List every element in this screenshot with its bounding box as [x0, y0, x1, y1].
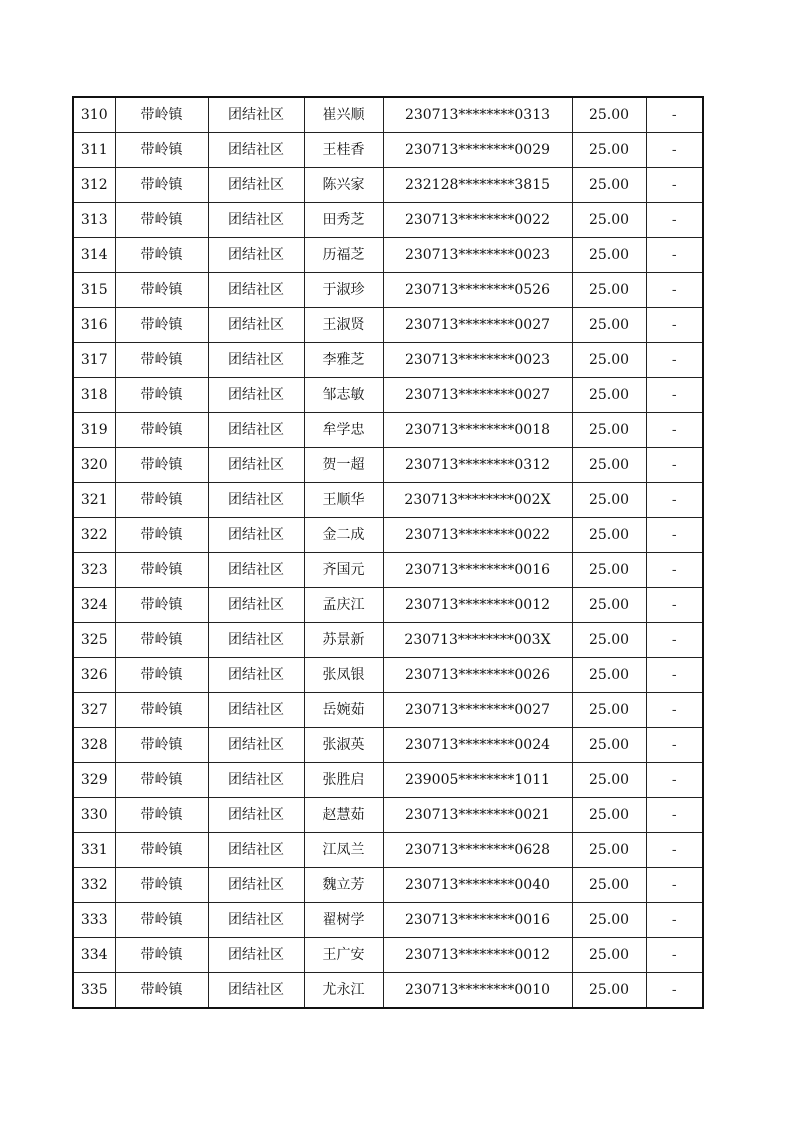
town-cell: 带岭镇 — [115, 448, 208, 483]
town-cell: 带岭镇 — [115, 728, 208, 763]
row-number-cell: 321 — [73, 483, 115, 518]
note-cell: - — [646, 728, 703, 763]
town-cell: 带岭镇 — [115, 133, 208, 168]
id-number-cell: 230713********0023 — [383, 238, 572, 273]
town-cell: 带岭镇 — [115, 973, 208, 1009]
community-cell: 团结社区 — [208, 448, 304, 483]
note-cell: - — [646, 588, 703, 623]
id-number-cell: 230713********0040 — [383, 868, 572, 903]
id-number-cell: 230713********0016 — [383, 553, 572, 588]
row-number-cell: 315 — [73, 273, 115, 308]
row-number-cell: 326 — [73, 658, 115, 693]
amount-cell: 25.00 — [572, 553, 646, 588]
person-name-cell: 崔兴顺 — [304, 97, 383, 133]
note-cell: - — [646, 133, 703, 168]
town-cell: 带岭镇 — [115, 798, 208, 833]
id-number-cell: 230713********0012 — [383, 938, 572, 973]
amount-cell: 25.00 — [572, 97, 646, 133]
community-cell: 团结社区 — [208, 343, 304, 378]
table-row — [73, 308, 703, 343]
row-number-cell: 330 — [73, 798, 115, 833]
community-cell: 团结社区 — [208, 658, 304, 693]
id-number-cell: 230713********0010 — [383, 973, 572, 1009]
row-number-cell: 320 — [73, 448, 115, 483]
id-number-cell: 230713********0018 — [383, 413, 572, 448]
table-row — [73, 238, 703, 273]
id-number-cell: 230713********0016 — [383, 903, 572, 938]
amount-cell: 25.00 — [572, 238, 646, 273]
amount-cell: 25.00 — [572, 343, 646, 378]
note-cell: - — [646, 448, 703, 483]
amount-cell: 25.00 — [572, 273, 646, 308]
community-cell: 团结社区 — [208, 798, 304, 833]
note-cell: - — [646, 693, 703, 728]
town-cell: 带岭镇 — [115, 763, 208, 798]
person-name-cell: 尤永江 — [304, 973, 383, 1009]
town-cell: 带岭镇 — [115, 588, 208, 623]
row-number-cell: 311 — [73, 133, 115, 168]
id-number-cell: 230713********003X — [383, 623, 572, 658]
town-cell: 带岭镇 — [115, 413, 208, 448]
community-cell: 团结社区 — [208, 903, 304, 938]
community-cell: 团结社区 — [208, 308, 304, 343]
note-cell: - — [646, 973, 703, 1009]
amount-cell: 25.00 — [572, 833, 646, 868]
town-cell: 带岭镇 — [115, 833, 208, 868]
amount-cell: 25.00 — [572, 973, 646, 1009]
community-cell: 团结社区 — [208, 238, 304, 273]
id-number-cell: 230713********0027 — [383, 378, 572, 413]
person-name-cell: 历福芝 — [304, 238, 383, 273]
table-row — [73, 973, 703, 1009]
table-row — [73, 413, 703, 448]
town-cell: 带岭镇 — [115, 903, 208, 938]
note-cell: - — [646, 833, 703, 868]
note-cell: - — [646, 203, 703, 238]
row-number-cell: 332 — [73, 868, 115, 903]
person-name-cell: 张胜启 — [304, 763, 383, 798]
table-row — [73, 903, 703, 938]
amount-cell: 25.00 — [572, 413, 646, 448]
person-name-cell: 岳婉茹 — [304, 693, 383, 728]
row-number-cell: 310 — [73, 97, 115, 133]
table-row — [73, 728, 703, 763]
amount-cell: 25.00 — [572, 133, 646, 168]
community-cell: 团结社区 — [208, 553, 304, 588]
table-row — [73, 868, 703, 903]
person-name-cell: 陈兴家 — [304, 168, 383, 203]
community-cell: 团结社区 — [208, 413, 304, 448]
note-cell: - — [646, 378, 703, 413]
town-cell: 带岭镇 — [115, 308, 208, 343]
community-cell: 团结社区 — [208, 693, 304, 728]
community-cell: 团结社区 — [208, 588, 304, 623]
note-cell: - — [646, 798, 703, 833]
row-number-cell: 314 — [73, 238, 115, 273]
person-name-cell: 孟庆江 — [304, 588, 383, 623]
note-cell: - — [646, 308, 703, 343]
person-name-cell: 张淑英 — [304, 728, 383, 763]
town-cell: 带岭镇 — [115, 168, 208, 203]
person-name-cell: 王桂香 — [304, 133, 383, 168]
town-cell: 带岭镇 — [115, 238, 208, 273]
roster-body — [73, 97, 703, 1008]
row-number-cell: 318 — [73, 378, 115, 413]
person-name-cell: 贺一超 — [304, 448, 383, 483]
community-cell: 团结社区 — [208, 203, 304, 238]
community-cell: 团结社区 — [208, 728, 304, 763]
note-cell: - — [646, 868, 703, 903]
roster-sheet — [72, 96, 702, 1009]
row-number-cell: 312 — [73, 168, 115, 203]
note-cell: - — [646, 97, 703, 133]
table-row — [73, 623, 703, 658]
table-row — [73, 203, 703, 238]
amount-cell: 25.00 — [572, 308, 646, 343]
person-name-cell: 于淑珍 — [304, 273, 383, 308]
person-name-cell: 魏立芳 — [304, 868, 383, 903]
person-name-cell: 田秀芝 — [304, 203, 383, 238]
table-row — [73, 798, 703, 833]
row-number-cell: 325 — [73, 623, 115, 658]
person-name-cell: 齐国元 — [304, 553, 383, 588]
table-row — [73, 97, 703, 133]
note-cell: - — [646, 903, 703, 938]
community-cell: 团结社区 — [208, 763, 304, 798]
table-row — [73, 763, 703, 798]
community-cell: 团结社区 — [208, 868, 304, 903]
note-cell: - — [646, 763, 703, 798]
table-row — [73, 168, 703, 203]
id-number-cell: 230713********0313 — [383, 97, 572, 133]
amount-cell: 25.00 — [572, 203, 646, 238]
amount-cell: 25.00 — [572, 378, 646, 413]
note-cell: - — [646, 168, 703, 203]
town-cell: 带岭镇 — [115, 378, 208, 413]
community-cell: 团结社区 — [208, 378, 304, 413]
table-row — [73, 343, 703, 378]
roster-table — [72, 96, 704, 1009]
person-name-cell: 张凤银 — [304, 658, 383, 693]
id-number-cell: 232128********3815 — [383, 168, 572, 203]
row-number-cell: 331 — [73, 833, 115, 868]
row-number-cell: 322 — [73, 518, 115, 553]
table-row — [73, 553, 703, 588]
note-cell: - — [646, 518, 703, 553]
town-cell: 带岭镇 — [115, 938, 208, 973]
table-row — [73, 378, 703, 413]
table-row — [73, 938, 703, 973]
note-cell: - — [646, 343, 703, 378]
community-cell: 团结社区 — [208, 938, 304, 973]
person-name-cell: 赵慧茹 — [304, 798, 383, 833]
note-cell: - — [646, 938, 703, 973]
amount-cell: 25.00 — [572, 868, 646, 903]
community-cell: 团结社区 — [208, 833, 304, 868]
id-number-cell: 230713********0029 — [383, 133, 572, 168]
id-number-cell: 230713********0628 — [383, 833, 572, 868]
community-cell: 团结社区 — [208, 273, 304, 308]
town-cell: 带岭镇 — [115, 868, 208, 903]
id-number-cell: 230713********0021 — [383, 798, 572, 833]
row-number-cell: 333 — [73, 903, 115, 938]
row-number-cell: 329 — [73, 763, 115, 798]
id-number-cell: 230713********0022 — [383, 518, 572, 553]
note-cell: - — [646, 623, 703, 658]
person-name-cell: 翟树学 — [304, 903, 383, 938]
note-cell: - — [646, 658, 703, 693]
row-number-cell: 324 — [73, 588, 115, 623]
row-number-cell: 334 — [73, 938, 115, 973]
note-cell: - — [646, 273, 703, 308]
town-cell: 带岭镇 — [115, 553, 208, 588]
table-row — [73, 273, 703, 308]
note-cell: - — [646, 483, 703, 518]
person-name-cell: 牟学忠 — [304, 413, 383, 448]
amount-cell: 25.00 — [572, 903, 646, 938]
town-cell: 带岭镇 — [115, 518, 208, 553]
id-number-cell: 230713********0012 — [383, 588, 572, 623]
id-number-cell: 230713********0312 — [383, 448, 572, 483]
row-number-cell: 335 — [73, 973, 115, 1009]
person-name-cell: 江凤兰 — [304, 833, 383, 868]
amount-cell: 25.00 — [572, 763, 646, 798]
person-name-cell: 苏景新 — [304, 623, 383, 658]
amount-cell: 25.00 — [572, 938, 646, 973]
amount-cell: 25.00 — [572, 483, 646, 518]
town-cell: 带岭镇 — [115, 623, 208, 658]
table-row — [73, 833, 703, 868]
table-row — [73, 693, 703, 728]
row-number-cell: 317 — [73, 343, 115, 378]
note-cell: - — [646, 238, 703, 273]
id-number-cell: 230713********0023 — [383, 343, 572, 378]
id-number-cell: 230713********0026 — [383, 658, 572, 693]
person-name-cell: 邹志敏 — [304, 378, 383, 413]
town-cell: 带岭镇 — [115, 658, 208, 693]
community-cell: 团结社区 — [208, 168, 304, 203]
amount-cell: 25.00 — [572, 728, 646, 763]
row-number-cell: 328 — [73, 728, 115, 763]
id-number-cell: 230713********002X — [383, 483, 572, 518]
amount-cell: 25.00 — [572, 658, 646, 693]
note-cell: - — [646, 413, 703, 448]
id-number-cell: 230713********0024 — [383, 728, 572, 763]
person-name-cell: 王广安 — [304, 938, 383, 973]
community-cell: 团结社区 — [208, 133, 304, 168]
id-number-cell: 230713********0526 — [383, 273, 572, 308]
table-row — [73, 518, 703, 553]
table-row — [73, 133, 703, 168]
person-name-cell: 王淑贤 — [304, 308, 383, 343]
note-cell: - — [646, 553, 703, 588]
row-number-cell: 316 — [73, 308, 115, 343]
amount-cell: 25.00 — [572, 588, 646, 623]
id-number-cell: 230713********0027 — [383, 308, 572, 343]
community-cell: 团结社区 — [208, 483, 304, 518]
community-cell: 团结社区 — [208, 973, 304, 1009]
town-cell: 带岭镇 — [115, 203, 208, 238]
amount-cell: 25.00 — [572, 798, 646, 833]
amount-cell: 25.00 — [572, 693, 646, 728]
id-number-cell: 239005********1011 — [383, 763, 572, 798]
row-number-cell: 319 — [73, 413, 115, 448]
person-name-cell: 李雅芝 — [304, 343, 383, 378]
town-cell: 带岭镇 — [115, 273, 208, 308]
community-cell: 团结社区 — [208, 623, 304, 658]
amount-cell: 25.00 — [572, 518, 646, 553]
table-row — [73, 588, 703, 623]
id-number-cell: 230713********0027 — [383, 693, 572, 728]
table-row — [73, 658, 703, 693]
town-cell: 带岭镇 — [115, 693, 208, 728]
person-name-cell: 王顺华 — [304, 483, 383, 518]
town-cell: 带岭镇 — [115, 343, 208, 378]
row-number-cell: 323 — [73, 553, 115, 588]
town-cell: 带岭镇 — [115, 97, 208, 133]
table-row — [73, 483, 703, 518]
row-number-cell: 313 — [73, 203, 115, 238]
community-cell: 团结社区 — [208, 518, 304, 553]
amount-cell: 25.00 — [572, 168, 646, 203]
id-number-cell: 230713********0022 — [383, 203, 572, 238]
amount-cell: 25.00 — [572, 623, 646, 658]
person-name-cell: 金二成 — [304, 518, 383, 553]
amount-cell: 25.00 — [572, 448, 646, 483]
row-number-cell: 327 — [73, 693, 115, 728]
table-row — [73, 448, 703, 483]
town-cell: 带岭镇 — [115, 483, 208, 518]
community-cell: 团结社区 — [208, 97, 304, 133]
